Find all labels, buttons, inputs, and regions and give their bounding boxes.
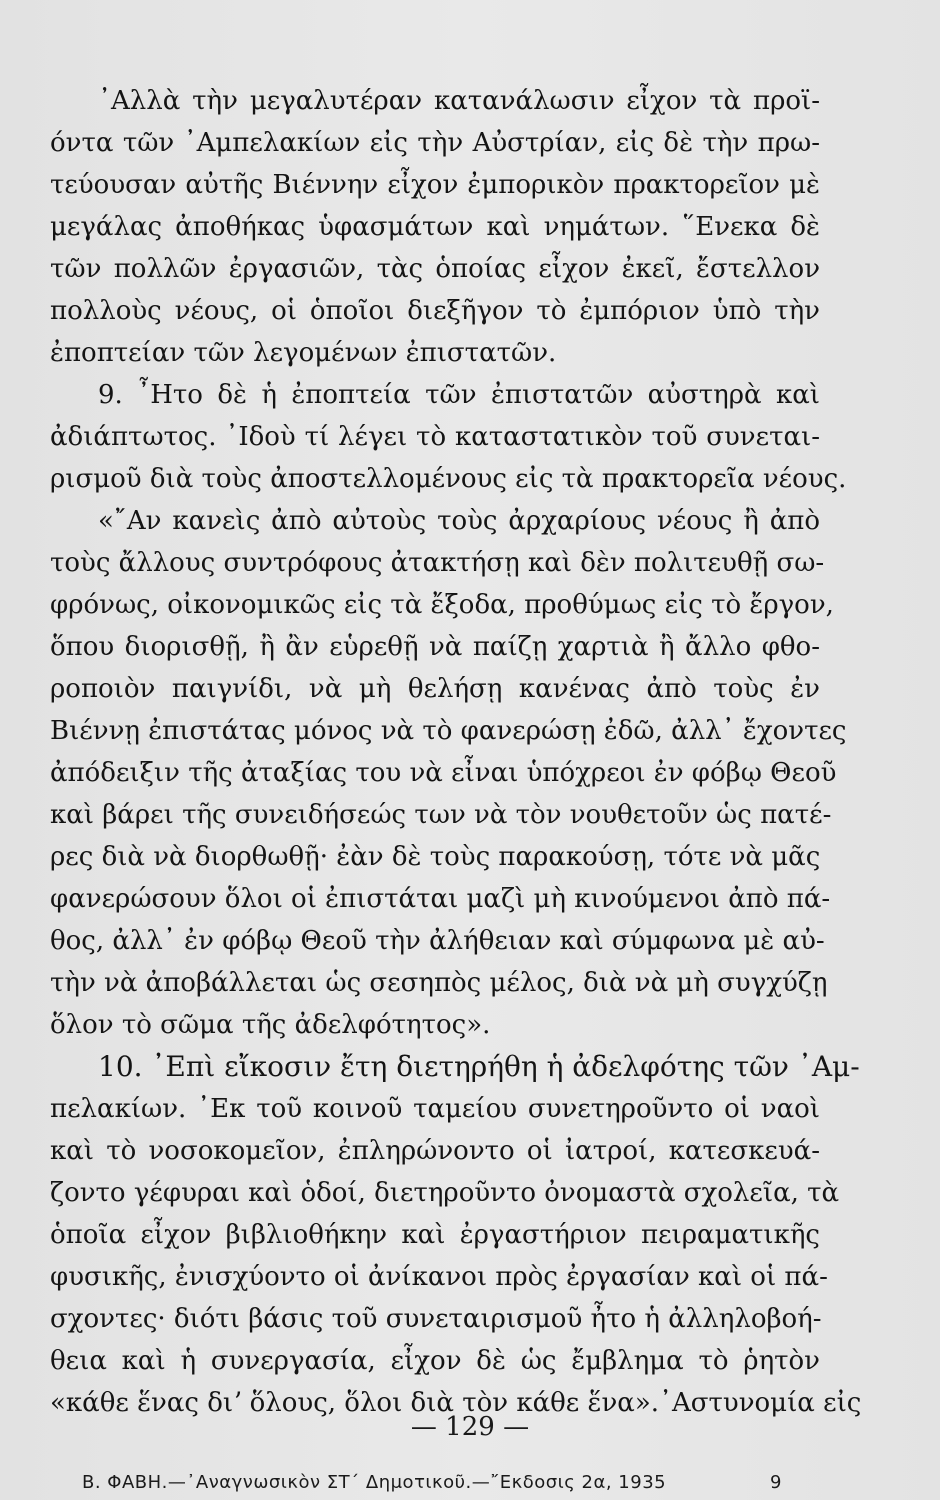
text-line: ἀπόδειξιν τῆς ἀταξίας του νὰ εἶναι ὑπόχρεοι ἐν φόβῳ Θεοῦ: [50, 758, 837, 788]
quote-start: «῎Αν κανεὶς ἀπὸ αὐτοὺς τοὺς ἀρχαρίους νέους ἢ ἀπὸ: [98, 506, 820, 536]
text-line: μεγάλας ἀποθήκας ὑφασμάτων καὶ νημάτων. ῞Ενεκα δὲ: [50, 212, 820, 242]
text-line: ᾿Αλλὰ τὴν μεγαλυτέραν κατανάλωσιν εἶχον τὰ προϊ-: [98, 86, 820, 116]
text-line: «κάθε ἕνας διʼ ὅλους, ὅλοι διὰ τὸν κάθε ἕνα».᾿Αστυνομία εἰς: [50, 1388, 862, 1418]
text-line: τῶν πολλῶν ἐργασιῶν, τὰς ὁποίας εἶχον ἐκεῖ, ἔστελλον: [50, 254, 820, 284]
text-line: σχοντες· διότι βάσις τοῦ συνεταιρισμοῦ ἦτο ἡ ἀλληλοβοή-: [50, 1304, 822, 1334]
text-line: φυσικῆς, ἐνισχύοντο οἱ ἀνίκανοι πρὸς ἐργασίαν καὶ οἱ πά-: [50, 1262, 828, 1292]
text-line: καὶ βάρει τῆς συνειδήσεώς των νὰ τὸν νουθετοῦν ὡς πατέ-: [50, 800, 832, 830]
text-line: τὴν νὰ ἀποβάλλεται ὡς σεσηπὸς μέλος, διὰ νὰ μὴ συγχύζῃ: [50, 968, 828, 998]
text-line: καὶ τὸ νοσοκομεῖον, ἐπληρώνοντο οἱ ἰατροί, κατεσκευά-: [50, 1136, 820, 1166]
text-line: φρόνως, οἰκονομικῶς εἰς τὰ ἔξοδα, προθύμως εἰς τὸ ἔργον,: [50, 590, 834, 620]
text-line: τεύουσαν αὐτῆς Βιέννην εἶχον ἐμπορικὸν πρακτορεῖον μὲ: [50, 170, 820, 200]
text-line: ἀδιάπτωτος. ᾿Ιδοὺ τί λέγει τὸ καταστατικὸν τοῦ συνεται-: [50, 422, 820, 452]
paragraph-10-start: 10. ᾿Επὶ εἴκοσιν ἔτη διετηρήθη ἡ ἀδελφότης τῶν ᾿Αμ-: [98, 1050, 860, 1083]
text-line: φανερώσουν ὅλοι οἱ ἐπιστάται μαζὶ μὴ κινούμενοι ἀπὸ πά-: [50, 884, 831, 914]
paragraph-9-start: 9. ῏Ητο δὲ ἡ ἐποπτεία τῶν ἐπιστατῶν αὐστηρὰ καὶ: [98, 380, 820, 410]
text-line: ροποιὸν παιγνίδι, νὰ μὴ θελήσῃ κανένας ἀπὸ τοὺς ἐν: [50, 674, 820, 704]
text-line: ἐποπτείαν τῶν λεγομένων ἐπιστατῶν.: [50, 338, 557, 368]
text-line: ρες διὰ νὰ διορθωθῇ· ἐὰν δὲ τοὺς παρακούσῃ, τότε νὰ μᾶς: [50, 842, 821, 872]
page-number: — 129 —: [410, 1412, 530, 1442]
text-line: Βιέννῃ ἐπιστάτας μόνος νὰ τὸ φανερώσῃ ἐδῶ, ἀλλ᾿ ἔχοντες: [50, 716, 847, 746]
body-text: [50, 80, 862, 1424]
text-line: ρισμοῦ διὰ τοὺς ἀποστελλομένους εἰς τὰ πρακτορεῖα νέους.: [50, 464, 847, 494]
text-line: πελακίων. ᾿Εκ τοῦ κοινοῦ ταμείου συνετηροῦντο οἱ ναοὶ: [50, 1094, 820, 1124]
text-line: θος, ἀλλ᾿ ἐν φόβῳ Θεοῦ τὴν ἀλήθειαν καὶ σύμφωνα μὲ αὐ-: [50, 926, 825, 956]
publication-footer: Β. ΦΑΒΗ.—᾿Αναγνωσικὸν ΣΤ΄ Δημοτικοῦ.—῎Εκδοσις 2α, 1935: [82, 1472, 667, 1493]
text-line: ζοντο γέφυραι καὶ ὁδοί, διετηροῦντο ὀνομαστὰ σχολεῖα, τὰ: [50, 1178, 840, 1208]
text-line: ὅλον τὸ σῶμα τῆς ἀδελφότητος».: [50, 1010, 491, 1040]
text-line: ὁποῖα εἶχον βιβλιοθήκην καὶ ἐργαστήριον πειραματικῆς: [50, 1220, 820, 1250]
text-line: θεια καὶ ἡ συνεργασία, εἶχον δὲ ὡς ἔμβλημα τὸ ῥητὸν: [50, 1346, 820, 1376]
text-line: όντα τῶν ᾿Αμπελακίων εἰς τὴν Αὐστρίαν, εἰς δὲ τὴν πρω-: [50, 128, 820, 158]
text-line: τοὺς ἄλλους συντρόφους ἀτακτήσῃ καὶ δὲν πολιτευθῇ σω-: [50, 548, 825, 578]
signature-mark: 9: [770, 1472, 782, 1493]
text-line: πολλοὺς νέους, οἱ ὁποῖοι διεξῆγον τὸ ἐμπόριον ὑπὸ τὴν: [50, 296, 820, 326]
text-line: ὅπου διορισθῇ, ἢ ἂν εὑρεθῇ νὰ παίζῃ χαρτιὰ ἢ ἄλλο φθο-: [50, 632, 820, 662]
